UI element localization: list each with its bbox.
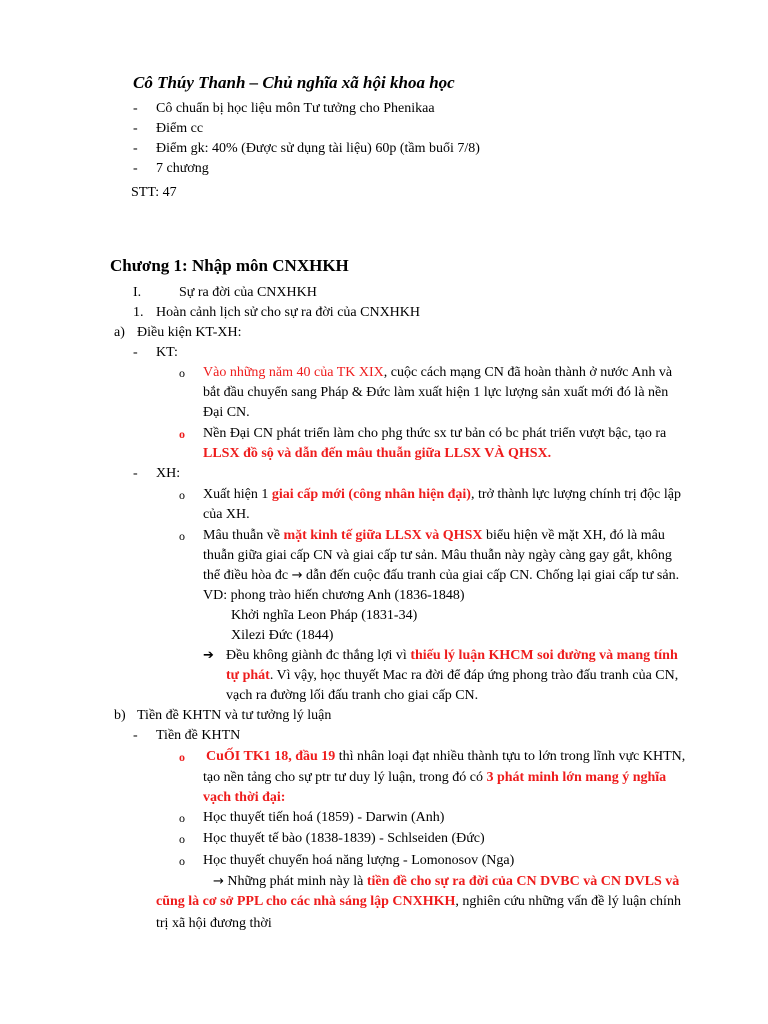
kt-label: KT:: [156, 345, 178, 360]
paragraph-line: tạo nền tảng cho sự ptr tư duy lý luận, trong đó có 3 phát minh lớn mang ý nghĩa: [203, 770, 667, 785]
example-line: VD: phong trào hiến chương Anh (1836-1848): [203, 588, 465, 603]
list-bullet: o: [179, 854, 185, 868]
list-bullet: o: [179, 750, 185, 764]
list-dash: -: [133, 101, 138, 116]
list-bullet: o: [179, 427, 185, 441]
highlight-text: LLSX đồ sộ và dẫn đến mâu thuẫn giữa LLSX VÀ QHSX.: [203, 446, 552, 461]
list-bullet: o: [179, 811, 185, 825]
list-item: Học thuyết tiến hoá (1859) - Darwin (Anh): [203, 810, 445, 825]
chapter-title: Chương 1: Nhập môn CNXHKH: [110, 256, 349, 275]
paragraph-line: bắt đầu chuyển sang Pháp & Đức làm xuất hiện 1 lực lượng sản xuất mới đó là nền: [203, 385, 669, 400]
document-title: Cô Thúy Thanh – Chủ nghĩa xã hội khoa học: [133, 73, 455, 92]
paragraph-line: thể điều hòa đc → dẫn đến cuộc đấu tranh của giai cấp CN. Chống lại giai cấp tư sản.: [203, 568, 680, 583]
paragraph-line: Nền Đại CN phát triển làm cho phg thức sx tư bản có bc phát triển vượt bậc, tạo ra: [203, 426, 667, 441]
list-bullet: o: [179, 488, 185, 502]
example-line: Xilezi Đức (1844): [231, 628, 334, 643]
list-dash: -: [133, 141, 138, 156]
paragraph-line: của XH.: [203, 507, 250, 522]
header-item: Điểm gk: 40% (Được sử dụng tài liệu) 60p (tầm buổi 7/8): [156, 141, 480, 156]
example-line: Khởi nghĩa Leon Pháp (1831-34): [231, 608, 418, 623]
header-item: Điểm cc: [156, 121, 204, 136]
list-bullet: o: [179, 832, 185, 846]
section-title: Sự ra đời của CNXHKH: [179, 285, 317, 300]
final-line: cũng là cơ sở PPL cho các nhà sáng lập CNXHKH, nghiên cứu những vấn đề lý luận chính: [156, 894, 681, 909]
list-item: Học thuyết chuyển hoá năng lượng - Lomonosov (Nga): [203, 853, 515, 868]
subsection-number: 1.: [133, 305, 144, 320]
paragraph-line: Vào những năm 40 của TK XIX, cuộc cách mạng CN đã hoàn thành ở nước Anh và: [203, 365, 673, 380]
list-dash: -: [133, 345, 138, 360]
conclusion-line: tự phát. Vì vậy, học thuyết Mac ra đời để đáp ứng phong trào đấu tranh của CN,: [226, 668, 679, 683]
list-dash: -: [133, 161, 138, 176]
part-title: Điều kiện KT-XH:: [137, 325, 242, 340]
conclusion-line: Đều không giành đc thắng lợi vì thiếu lý luận KHCM soi đường và mang tính: [226, 648, 678, 663]
list-dash: -: [133, 121, 138, 136]
header-item: 7 chương: [156, 161, 209, 176]
list-bullet: o: [179, 529, 185, 543]
header-item: Cô chuẩn bị học liệu môn Tư tưởng cho Phenikaa: [156, 101, 435, 116]
paragraph-line: thuẫn giữa giai cấp CN và giai cấp tư sản. Mâu thuẫn này ngày càng gay gắt, không: [203, 548, 672, 563]
section-roman: I.: [133, 285, 142, 300]
paragraph-line: Xuất hiện 1 giai cấp mới (công nhân hiện đại), trở thành lực lượng chính trị độc lập: [203, 487, 681, 502]
part-label: a): [114, 325, 125, 340]
paragraph-line: Mâu thuẫn về mặt kinh tế giữa LLSX và QHSX biểu hiện về mặt XH, đó là mâu: [203, 528, 665, 543]
arrow-icon: →: [291, 568, 303, 583]
arrow-icon: →: [213, 874, 224, 889]
list-dash: -: [133, 466, 138, 481]
list-item: Học thuyết tế bào (1838-1839) - Schlseiden (Đức): [203, 831, 485, 846]
highlight-text: vạch thời đại:: [203, 790, 286, 805]
sub-label: Tiền đề KHTN: [156, 728, 241, 743]
xh-label: XH:: [156, 466, 181, 481]
conclusion-line: vạch ra đường lối đấu tranh cho giai cấp CN.: [226, 688, 479, 703]
arrow-icon: ➔: [203, 648, 214, 663]
subsection-title: Hoàn cảnh lịch sử cho sự ra đời của CNXHKH: [156, 305, 421, 320]
list-bullet: o: [179, 366, 185, 380]
list-dash: -: [133, 728, 138, 743]
paragraph-line: CuỐI TK1 18, đầu 19 thì nhân loại đạt nhiều thành tựu to lớn trong lĩnh vực KHTN,: [206, 749, 686, 764]
final-line: trị xã hội đương thời: [156, 916, 272, 931]
part-title: Tiền đề KHTN và tư tưởng lý luận: [137, 708, 332, 723]
final-line: → Những phát minh này là tiền đề cho sự ra đời của CN DVBC và CN DVLS và: [213, 874, 680, 889]
part-label: b): [114, 708, 126, 723]
stt-number: STT: 47: [131, 185, 177, 200]
paragraph-line: Đại CN.: [203, 405, 250, 420]
